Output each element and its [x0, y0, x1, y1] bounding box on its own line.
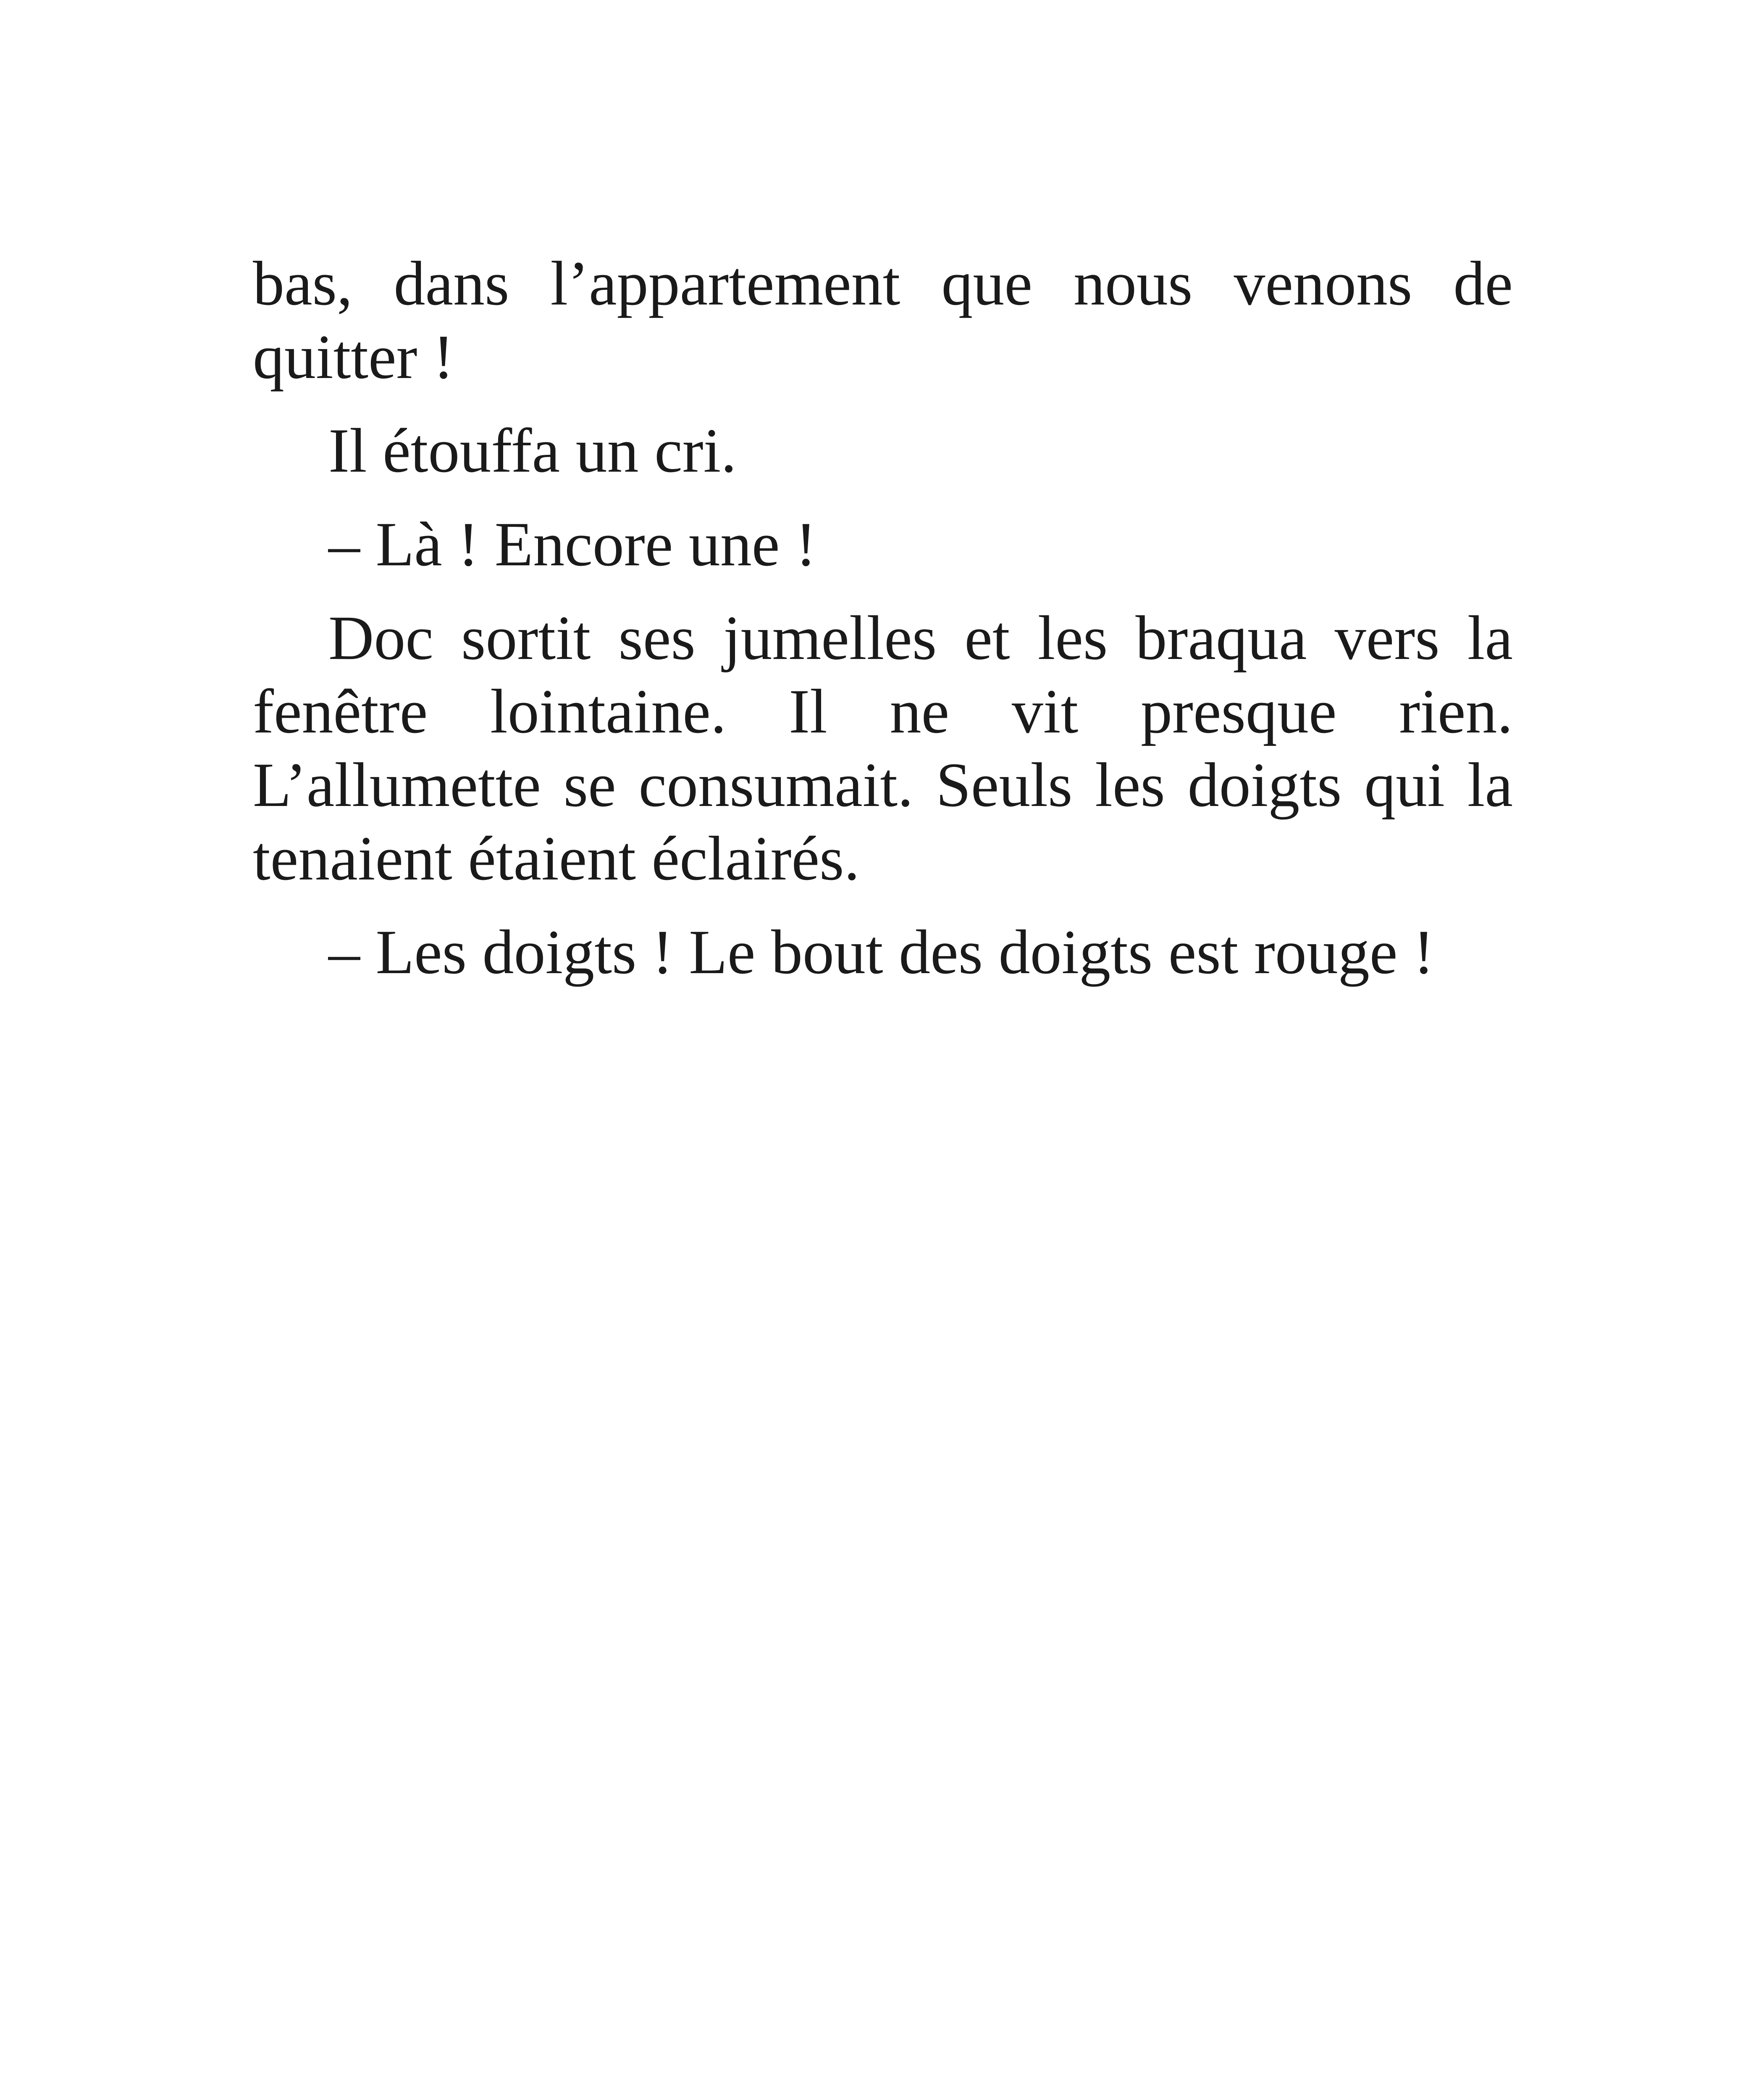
body-text: [253, 247, 1513, 1009]
paragraph: Il étouffa un cri.: [328, 416, 737, 486]
dialogue-line: – Les doigts ! Le bout des doigts est rouge !: [328, 917, 1434, 987]
paragraph-continuation: bas, dans l’appartement que nous venons de quitter !: [253, 249, 1513, 392]
paragraph: Doc sortit ses jumelles et les braqua vers la fenêtre lointaine. Il ne vit presque rien. L’allumette se consumait. Seuls les doigts qui la tenaient étaient éclairés.: [253, 603, 1513, 893]
dialogue-line: – Là ! Encore une !: [328, 509, 816, 579]
